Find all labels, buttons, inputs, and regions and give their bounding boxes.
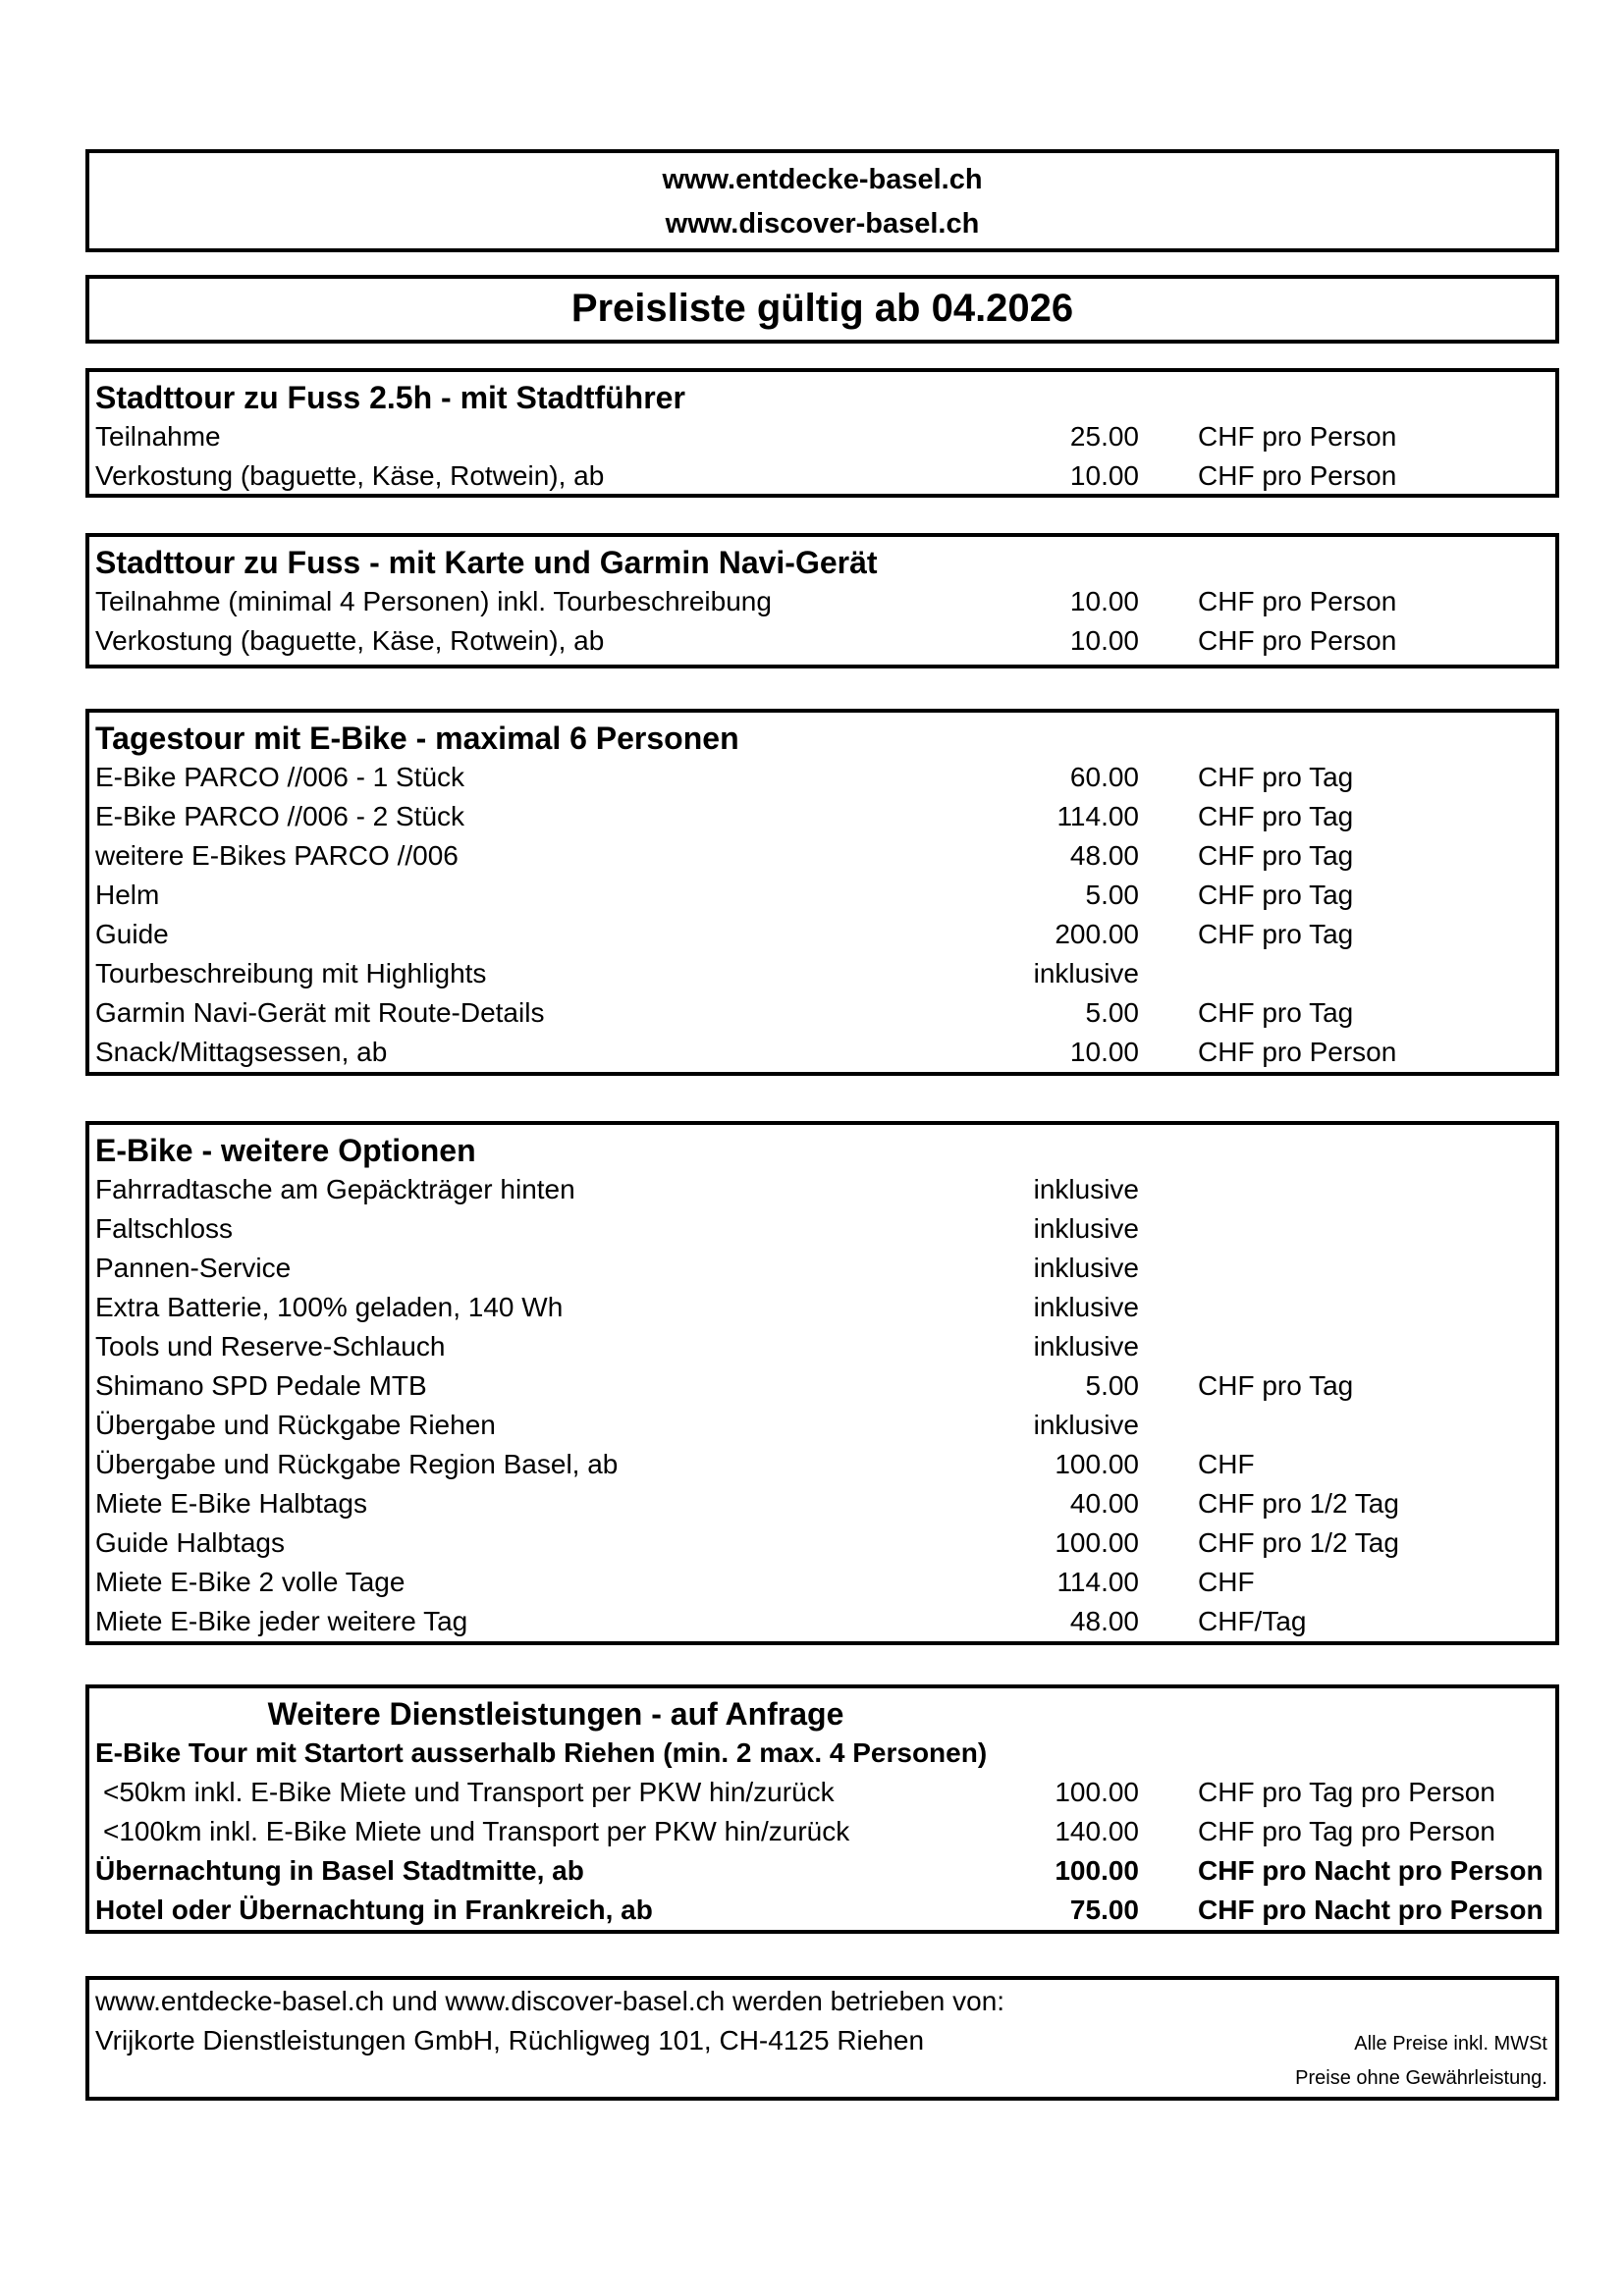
item-label: Hotel oder Übernachtung in Frankreich, ab bbox=[95, 1895, 653, 1925]
item-unit: CHF pro 1/2 Tag bbox=[1198, 1488, 1399, 1519]
item-price: 48.00 bbox=[1069, 840, 1139, 871]
price-row bbox=[89, 1209, 1555, 1249]
section-box-2 bbox=[85, 709, 1559, 1076]
item-label: Extra Batterie, 100% geladen, 140 Wh bbox=[95, 1292, 564, 1322]
item-price: 10.00 bbox=[1069, 586, 1139, 616]
price-row bbox=[89, 1851, 1555, 1891]
item-price: 200.00 bbox=[1055, 919, 1139, 949]
item-unit: CHF pro Tag bbox=[1198, 880, 1354, 910]
item-unit: CHF pro Person bbox=[1198, 421, 1397, 452]
item-label: Faltschloss bbox=[95, 1213, 234, 1244]
price-row bbox=[89, 1366, 1555, 1406]
item-unit bbox=[1139, 1170, 1555, 1209]
section-title: Weitere Dienstleistungen - auf Anfrage bbox=[267, 1696, 844, 1732]
item-price: 40.00 bbox=[1069, 1488, 1139, 1519]
item-unit bbox=[1139, 954, 1555, 993]
item-price: 100.00 bbox=[1055, 1527, 1139, 1558]
item-unit: CHF pro Person bbox=[1198, 625, 1397, 656]
price-row bbox=[89, 797, 1555, 836]
price-row bbox=[89, 582, 1555, 621]
item-unit bbox=[1139, 1288, 1555, 1327]
item-label: Verkostung (baguette, Käse, Rotwein), ab bbox=[95, 625, 605, 656]
item-price: 114.00 bbox=[1056, 801, 1139, 831]
item-unit: CHF bbox=[1198, 1449, 1255, 1479]
item-unit: CHF pro Tag bbox=[1198, 919, 1354, 949]
section-title: Stadttour zu Fuss - mit Karte und Garmin Navi-Gerät bbox=[95, 545, 878, 580]
item-unit bbox=[1139, 1327, 1555, 1366]
item-label: Teilnahme (minimal 4 Personen) inkl. Tourbeschreibung bbox=[95, 586, 772, 616]
item-unit: CHF/Tag bbox=[1198, 1606, 1307, 1636]
item-unit bbox=[1139, 1209, 1555, 1249]
item-label: Teilnahme bbox=[95, 421, 221, 452]
item-unit bbox=[1139, 1249, 1555, 1288]
item-price: inklusive bbox=[1033, 1292, 1139, 1322]
item-label: Tourbeschreibung mit Highlights bbox=[95, 958, 487, 988]
item-label: Übergabe und Rückgabe Region Basel, ab bbox=[95, 1449, 619, 1479]
item-price: inklusive bbox=[1033, 1174, 1139, 1204]
item-price: inklusive bbox=[1033, 1213, 1139, 1244]
price-row bbox=[89, 621, 1555, 661]
item-label: Shimano SPD Pedale MTB bbox=[95, 1370, 427, 1401]
price-row bbox=[89, 1288, 1555, 1327]
price-row bbox=[89, 1523, 1555, 1563]
item-unit: CHF pro Tag bbox=[1198, 840, 1354, 871]
item-label: Garmin Navi-Gerät mit Route-Details bbox=[95, 997, 545, 1028]
item-price: 100.00 bbox=[1055, 1855, 1139, 1886]
item-unit: CHF pro Tag bbox=[1198, 801, 1354, 831]
price-row bbox=[89, 915, 1555, 954]
item-price: 10.00 bbox=[1069, 1037, 1139, 1067]
price-row bbox=[89, 1327, 1555, 1366]
item-price: 5.00 bbox=[1085, 880, 1139, 910]
price-row bbox=[89, 954, 1555, 993]
item-unit: CHF pro Nacht pro Person bbox=[1198, 1855, 1543, 1886]
item-label: Übergabe und Rückgabe Riehen bbox=[95, 1410, 496, 1440]
item-unit: CHF pro 1/2 Tag bbox=[1198, 1527, 1399, 1558]
item-label: Fahrradtasche am Gepäckträger hinten bbox=[95, 1174, 575, 1204]
section-title: Tagestour mit E-Bike - maximal 6 Personen bbox=[95, 721, 739, 756]
item-price: 60.00 bbox=[1069, 762, 1139, 792]
item-unit: CHF pro Person bbox=[1198, 1037, 1397, 1067]
footer-company: Vrijkorte Dienstleistungen GmbH, Rüchligweg 101, CH-4125 Riehen bbox=[95, 2025, 925, 2056]
item-price: inklusive bbox=[1033, 1331, 1139, 1362]
item-label: Miete E-Bike Halbtags bbox=[95, 1488, 368, 1519]
item-price: 48.00 bbox=[1069, 1606, 1139, 1636]
item-unit: CHF pro Tag bbox=[1198, 1370, 1354, 1401]
item-price: 140.00 bbox=[1055, 1816, 1139, 1846]
item-label: Helm bbox=[95, 880, 160, 910]
item-label: Tools und Reserve-Schlauch bbox=[95, 1331, 446, 1362]
price-row bbox=[89, 993, 1555, 1033]
section-title: Stadttour zu Fuss 2.5h - mit Stadtführer bbox=[95, 380, 685, 415]
price-row bbox=[89, 1891, 1555, 1930]
section-title: E-Bike - weitere Optionen bbox=[95, 1133, 476, 1168]
item-label: Miete E-Bike 2 volle Tage bbox=[95, 1567, 406, 1597]
item-price: 75.00 bbox=[1069, 1895, 1139, 1925]
price-row bbox=[89, 876, 1555, 915]
price-row bbox=[89, 456, 1555, 496]
item-price: 114.00 bbox=[1056, 1567, 1139, 1597]
price-row bbox=[89, 758, 1555, 797]
price-row bbox=[89, 1033, 1555, 1072]
url-discover-basel: www.discover-basel.ch bbox=[665, 208, 980, 240]
website-urls-box bbox=[85, 149, 1559, 252]
price-row bbox=[89, 1812, 1555, 1851]
footer-operated-by: www.entdecke-basel.ch und www.discover-basel.ch werden betrieben von: bbox=[95, 1986, 1005, 2016]
item-unit: CHF pro Tag pro Person bbox=[1198, 1777, 1495, 1807]
item-price: inklusive bbox=[1033, 958, 1139, 988]
item-label: Snack/Mittagsessen, ab bbox=[95, 1037, 388, 1067]
section-box-1 bbox=[85, 533, 1559, 668]
price-row bbox=[89, 1249, 1555, 1288]
footer-note-warranty: Preise ohne Gewährleistung. bbox=[1295, 2067, 1547, 2089]
item-label: E-Bike Tour mit Startort ausserhalb Riehen (min. 2 max. 4 Personen) bbox=[95, 1737, 988, 1768]
price-row bbox=[89, 1484, 1555, 1523]
item-price: 10.00 bbox=[1069, 460, 1139, 491]
footer-box bbox=[85, 1976, 1559, 2101]
item-label: Guide bbox=[95, 919, 169, 949]
footer-note-vat: Alle Preise inkl. MWSt bbox=[1354, 2033, 1547, 2055]
section-box-0 bbox=[85, 368, 1559, 498]
item-label: Miete E-Bike jeder weitere Tag bbox=[95, 1606, 468, 1636]
item-price: 10.00 bbox=[1069, 625, 1139, 656]
item-label: weitere E-Bikes PARCO //006 bbox=[95, 840, 459, 871]
price-row bbox=[89, 836, 1555, 876]
section-box-4 bbox=[85, 1684, 1559, 1934]
price-row bbox=[89, 1170, 1555, 1209]
item-price: 100.00 bbox=[1055, 1449, 1139, 1479]
item-unit: CHF pro Tag bbox=[1198, 762, 1354, 792]
price-row bbox=[89, 1734, 1555, 1773]
item-price bbox=[937, 1734, 1139, 1773]
section-box-3 bbox=[85, 1121, 1559, 1645]
item-price: 5.00 bbox=[1085, 1370, 1139, 1401]
item-label: Verkostung (baguette, Käse, Rotwein), ab bbox=[95, 460, 605, 491]
item-unit: CHF pro Nacht pro Person bbox=[1198, 1895, 1543, 1925]
item-label: Übernachtung in Basel Stadtmitte, ab bbox=[95, 1855, 584, 1886]
price-row bbox=[89, 1406, 1555, 1445]
price-row bbox=[89, 1773, 1555, 1812]
page-title: Preisliste gültig ab 04.2026 bbox=[570, 287, 1074, 330]
item-unit: CHF pro Tag bbox=[1198, 997, 1354, 1028]
item-label: <50km inkl. E-Bike Miete und Transport per PKW hin/zurück bbox=[103, 1777, 835, 1807]
item-label: Pannen-Service bbox=[95, 1253, 292, 1283]
item-price: 25.00 bbox=[1069, 421, 1139, 452]
item-unit: CHF pro Person bbox=[1198, 586, 1397, 616]
item-unit: CHF pro Person bbox=[1198, 460, 1397, 491]
item-label: Guide Halbtags bbox=[95, 1527, 286, 1558]
item-label: <100km inkl. E-Bike Miete und Transport per PKW hin/zurück bbox=[103, 1816, 850, 1846]
url-entdecke-basel: www.entdecke-basel.ch bbox=[662, 164, 983, 195]
item-unit bbox=[1139, 1734, 1555, 1773]
item-label: E-Bike PARCO //006 - 1 Stück bbox=[95, 762, 465, 792]
page-title-box bbox=[85, 275, 1559, 344]
price-row bbox=[89, 417, 1555, 456]
footer-company-line bbox=[89, 2021, 1555, 2063]
item-unit bbox=[1139, 1406, 1555, 1445]
item-unit: CHF bbox=[1198, 1567, 1255, 1597]
item-price: 100.00 bbox=[1055, 1777, 1139, 1807]
item-price: inklusive bbox=[1033, 1410, 1139, 1440]
price-row bbox=[89, 1445, 1555, 1484]
item-price: inklusive bbox=[1033, 1253, 1139, 1283]
item-label: E-Bike PARCO //006 - 2 Stück bbox=[95, 801, 465, 831]
item-unit: CHF pro Tag pro Person bbox=[1198, 1816, 1495, 1846]
price-row bbox=[89, 1602, 1555, 1641]
item-price: 5.00 bbox=[1085, 997, 1139, 1028]
price-row bbox=[89, 1563, 1555, 1602]
